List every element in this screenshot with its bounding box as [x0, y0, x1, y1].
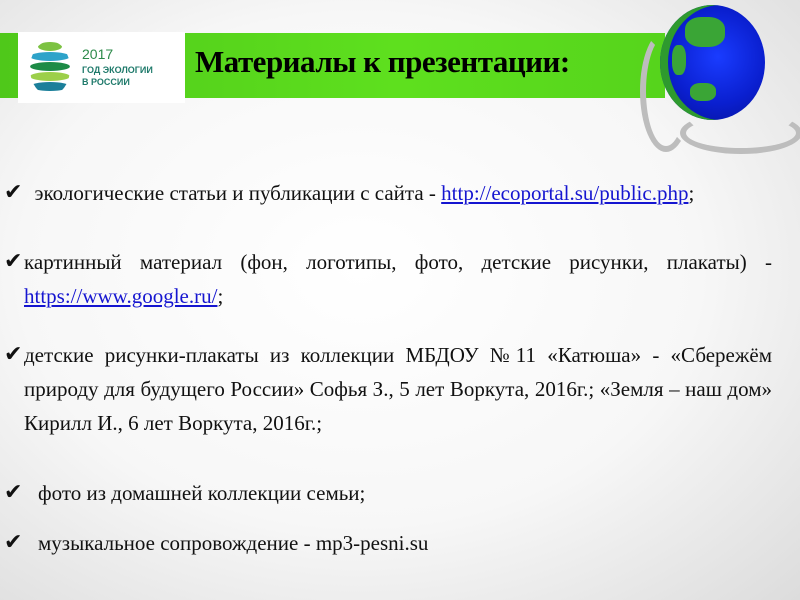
- ecoportal-link[interactable]: http://ecoportal.su/public.php: [441, 181, 689, 205]
- list-item: ✔ картинный материал (фон, логотипы, фото, детские рисунки, плакаты) - https://www.google.ru/;: [4, 245, 772, 313]
- check-mark-icon: ✔: [4, 180, 23, 205]
- slide-title: Материалы к презентации:: [195, 44, 570, 79]
- logo-emblem-icon: [30, 41, 70, 95]
- list-item: ✔ детские рисунки-плакаты из коллекции МБДОУ №11 «Катюша» - «Сбережём природу для будущего России» Софья З., 5 лет Воркута, 2016г.; «Земля – наш дом» Кирилл И., 6 лет Воркута, 2016г.;: [4, 338, 772, 440]
- check-mark-icon: ✔: [4, 342, 23, 367]
- logo-year: 2017: [82, 46, 114, 62]
- check-mark-icon: ✔: [4, 480, 23, 505]
- list-item: ✔ фото из домашней коллекции семьи;: [4, 476, 772, 510]
- hand-bottom-icon: [680, 112, 800, 154]
- google-link[interactable]: https://www.google.ru/: [24, 284, 218, 308]
- check-mark-icon: ✔: [4, 530, 23, 555]
- list-item: ✔ музыкальное сопровождение - mp3-pesni.su: [4, 526, 772, 560]
- logo-ecology-year-2017: [18, 32, 185, 103]
- list-item: ✔ экологические статьи и публикации с сайта - http://ecoportal.su/public.php;: [4, 176, 772, 210]
- logo-line-3: В РОССИИ: [82, 77, 130, 87]
- globe-icon: [660, 5, 765, 120]
- check-mark-icon: ✔: [4, 249, 23, 274]
- logo-line-2: ГОД ЭКОЛОГИИ: [82, 65, 153, 75]
